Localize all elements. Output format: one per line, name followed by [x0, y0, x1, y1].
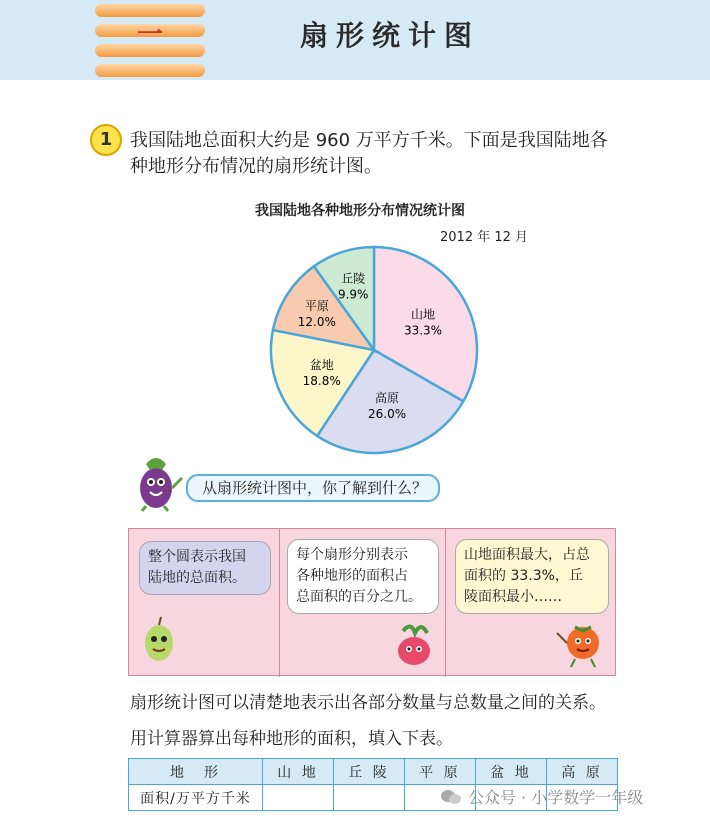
pear-character-icon: [141, 613, 177, 669]
comment-2-line-2: 各种地形的面积占: [296, 568, 408, 584]
lesson-number-stripes: [95, 4, 205, 80]
table-header-cell: 山 地: [263, 759, 334, 785]
chart-title: 我国陆地各种地形分布情况统计图: [255, 203, 465, 219]
pie-slice-label-1: 26.0%: [367, 407, 407, 422]
comment-3-line-3: 陵面积最小……: [464, 589, 562, 605]
table-header-cell: 平 原: [405, 759, 476, 785]
page-title: 扇形统计图: [300, 19, 481, 52]
eggplant-character-icon: [128, 448, 186, 512]
header-banner: [0, 0, 710, 80]
paragraph-instruction: 用计算器算出每种地形的面积，填入下表。: [130, 729, 453, 749]
comment-1-line-1: 整个圆表示我国: [148, 549, 246, 565]
comment-1-line-2: 陆地的总面积。: [148, 570, 246, 586]
comment-3-line-1: 山地面积最大，占总: [464, 547, 590, 563]
pie-chart: [264, 245, 484, 455]
pie-slice-label-2: 18.8%: [302, 373, 341, 388]
comment-2-line-3: 总面积的百分之几。: [296, 589, 422, 605]
pie-slice-label-4: 9.9%: [337, 287, 369, 302]
question-text: [130, 128, 640, 180]
pie-slice-name-0: 山地: [411, 307, 436, 322]
table-cell-empty[interactable]: [263, 785, 334, 811]
tomato-character-icon: [553, 615, 611, 671]
radish-character-icon: [391, 621, 437, 669]
lesson-number: 一: [136, 20, 163, 50]
paragraph-summary: 扇形统计图可以清楚地表示出各部分数量与总数量之间的关系。: [130, 693, 606, 713]
comment-3-line-2: 面积的 33.3%，丘: [464, 568, 583, 584]
question-number-badge: 1: [90, 124, 122, 156]
comment-bubble-1: [139, 541, 271, 595]
comment-bubble-3: [455, 539, 609, 614]
watermark: [440, 785, 643, 808]
watermark-text: 公众号 · 小学数学一年级: [468, 788, 644, 807]
table-header-cell: 地 形: [129, 759, 263, 785]
pie-slice-name-3: 平原: [304, 299, 329, 314]
table-header-cell: 高 原: [547, 759, 618, 785]
chart-date: 2012 年 12 月: [440, 230, 529, 245]
table-cell-empty[interactable]: [334, 785, 405, 811]
comment-bubble-2: [287, 539, 439, 614]
pie-slice-label-3: 12.0%: [297, 315, 336, 330]
pie-slice-name-1: 高原: [375, 391, 400, 406]
table-header-row: [129, 759, 618, 785]
pie-slice-name-2: 盆地: [309, 357, 334, 372]
table-header-cell: 丘 陵: [334, 759, 405, 785]
table-header-cell: 盆 地: [476, 759, 547, 785]
prompt-speech-bubble: 从扇形统计图中，你了解到什么？: [186, 474, 440, 502]
question-line-2: 种地形分布情况的扇形统计图。: [130, 156, 382, 177]
pie-slice-name-4: 丘陵: [341, 271, 366, 286]
comment-2-line-1: 每个扇形分别表示: [296, 547, 408, 563]
question-line-1: 我国陆地总面积大约是 960 万平方千米。下面是我国陆地各: [130, 130, 608, 151]
table-row-label: 面积/万平方千米: [129, 785, 263, 811]
discussion-panel: [128, 528, 616, 676]
wechat-icon: [440, 788, 462, 806]
pie-slice-label-0: 33.3%: [403, 323, 443, 338]
